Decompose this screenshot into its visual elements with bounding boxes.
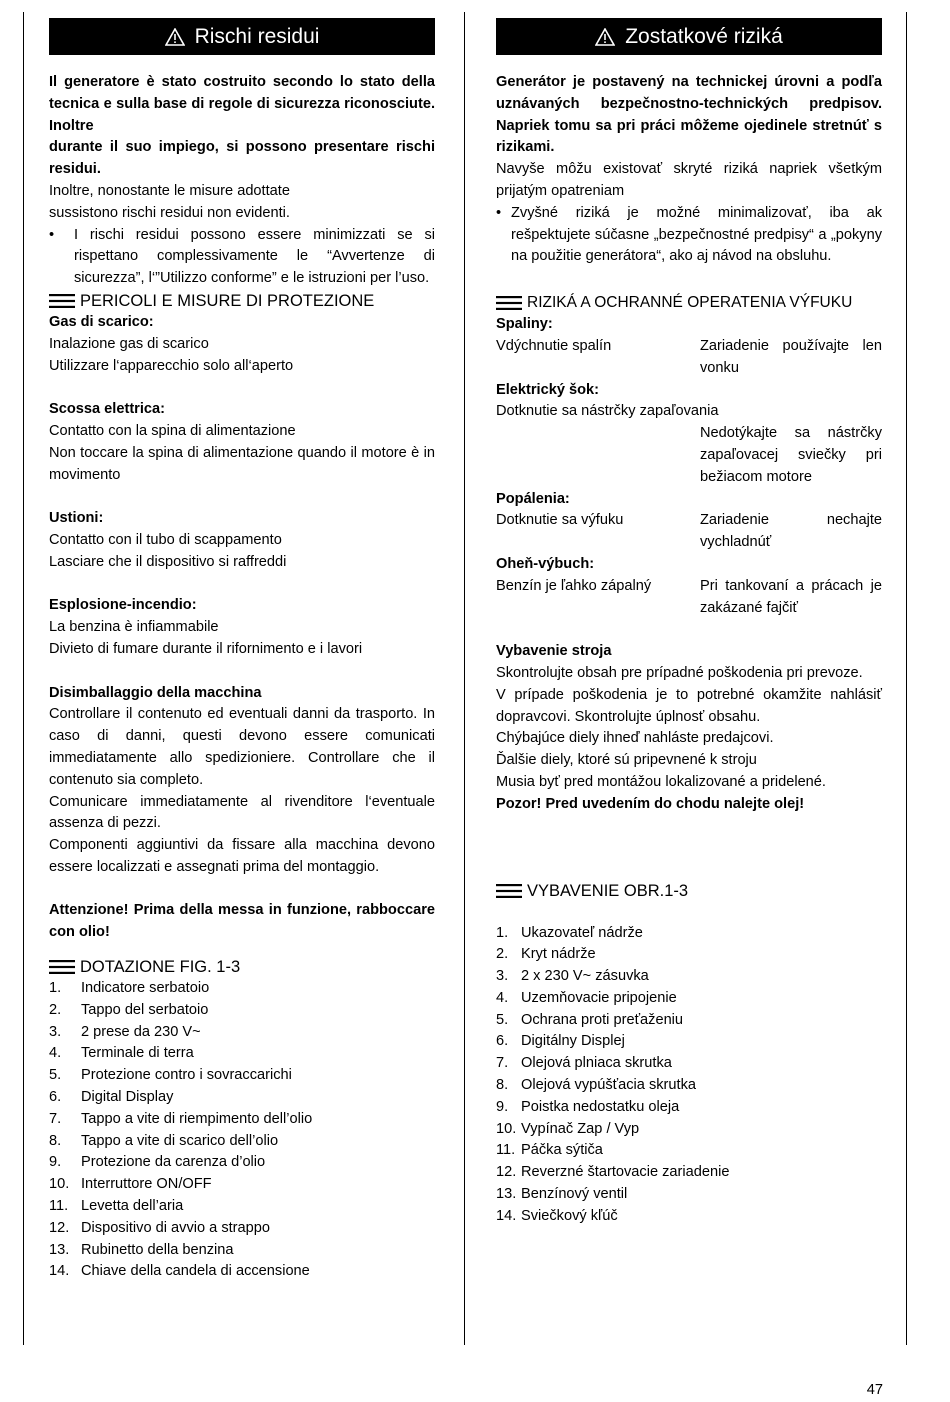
list-item — [49, 1174, 435, 1196]
left-fire-1: La benzina è infiammabile — [49, 619, 219, 636]
left-intro-p2: sussistono rischi residui non evidenti. — [49, 204, 290, 221]
menu-lines-icon — [496, 296, 522, 310]
list-item — [496, 1075, 882, 1097]
left-equipment-list — [49, 978, 435, 1283]
list-item-number: 7. — [496, 1055, 509, 1072]
left-shock-2: Non toccare la spina di alimentazione quando il motore è in movimento — [49, 444, 435, 483]
list-item — [496, 988, 882, 1010]
right-gas-heading: Spaliny: — [496, 316, 553, 333]
list-item — [49, 1131, 435, 1153]
list-item-number: 8. — [49, 1132, 62, 1149]
list-item-text: Digitálny Displej — [521, 1033, 625, 1050]
list-item-text: Chiave della candela di accensione — [81, 1263, 310, 1280]
right-gas-row — [496, 336, 882, 380]
list-item-text: Terminale di terra — [81, 1045, 194, 1062]
list-item-number: 6. — [49, 1089, 62, 1106]
list-item-text: Dispositivo di avvio a strappo — [81, 1219, 270, 1236]
bullet-symbol: • — [496, 204, 502, 221]
left-unpack-1: Controllare il contenuto ed eventuali danni da trasporto. In caso di danni, questi devono essere comunicati immediatamente allo spedizioniere. Controllare che il contenuto sia completo. — [49, 706, 435, 788]
right-unpack-2: V prípade poškodenia je to potrebné okamžite nahlásiť dopravcovi. Skontrolujte úplnosť obsahu. — [496, 686, 882, 725]
menu-lines-icon — [49, 294, 75, 308]
right-unpack-1: Skontrolujte obsah pre prípadné poškodenia pri prevoze. — [496, 664, 863, 681]
left-gas-2: Utilizzare l‘apparecchio solo all‘aperto — [49, 357, 294, 374]
left-burn-1: Contatto con il tubo di scappamento — [49, 531, 282, 548]
right-equipment-heading-text: VYBAVENIE OBR.1-3 — [527, 881, 689, 900]
list-item — [496, 1053, 882, 1075]
right-fire-row — [496, 576, 882, 620]
menu-lines-icon — [496, 884, 522, 898]
left-equipment-heading-text: DOTAZIONE FIG. 1-3 — [80, 958, 241, 977]
list-item — [49, 1000, 435, 1022]
list-item — [496, 1119, 882, 1141]
left-title: Rischi residui — [194, 24, 320, 48]
list-item-text: Kryt nádrže — [521, 946, 596, 963]
left-burn-heading: Ustioni: — [49, 510, 104, 527]
list-item-text: Ukazovateľ nádrže — [521, 924, 643, 941]
list-item — [496, 1031, 882, 1053]
list-item-number: 1. — [496, 924, 509, 941]
list-item-number: 4. — [496, 989, 509, 1006]
right-fire-heading: Oheň-výbuch: — [496, 555, 595, 572]
list-item-text: Tappo a vite di scarico dell’olio — [81, 1132, 279, 1149]
left-unpack-3: Componenti aggiuntivi da fissare alla macchina devono essere localizzati e assegnati prima del montaggio. — [49, 837, 435, 875]
list-item — [496, 1184, 882, 1206]
page-number: 47 — [866, 1382, 883, 1398]
list-item-number: 4. — [49, 1045, 62, 1062]
right-shock-heading: Elektrický šok: — [496, 381, 600, 398]
list-item-text: Ochrana proti preťaženiu — [521, 1011, 684, 1028]
right-equipment-heading — [496, 880, 882, 902]
list-item-number: 11. — [496, 1142, 516, 1159]
list-item-number: 3. — [496, 968, 509, 985]
list-item — [49, 1240, 435, 1262]
list-item-number: 13. — [49, 1241, 70, 1258]
right-unpack-heading: Vybavenie stroja — [496, 643, 612, 660]
list-item-number: 9. — [496, 1098, 509, 1115]
right-attention: Pozor! Pred uvedením do chodu nalejte olej! — [496, 795, 805, 812]
list-item-number: 12. — [496, 1164, 517, 1181]
list-item-text: Reverzné štartovacie zariadenie — [521, 1164, 730, 1181]
right-unpack-3: Chýbajúce diely ihneď nahláste predajcovi. — [496, 730, 774, 747]
list-item-number: 14. — [496, 1207, 517, 1224]
list-item — [49, 1218, 435, 1240]
list-item — [496, 1097, 882, 1119]
list-item-number: 3. — [49, 1023, 62, 1040]
list-item — [496, 1206, 882, 1228]
right-bullet-text: Zvyšné riziká je možné minimalizovať, iba ak rešpektujete súčasne „bezpečnostné predpisy“ a „pokyny na použitie generátora“, ako aj návod na obsluhu. — [511, 204, 882, 265]
right-burn-hazard: Dotknutie sa výfuku — [496, 512, 624, 529]
list-item-text: Interruttore ON/OFF — [81, 1176, 212, 1193]
list-item-text: Olejová plniaca skrutka — [521, 1055, 672, 1072]
list-item — [49, 978, 435, 1000]
list-item-number: 10. — [49, 1176, 70, 1193]
left-gas-heading: Gas di scarico: — [49, 313, 154, 330]
list-item-number: 1. — [49, 980, 62, 997]
right-column — [496, 18, 882, 1228]
list-item-text: Uzemňovacie pripojenie — [521, 989, 677, 1006]
left-intro-bold: Il generatore è stato costruito secondo lo stato della tecnica e sulla base di regole di sicurezza riconosciute. Inoltre — [49, 74, 435, 134]
list-item-number: 10. — [496, 1120, 517, 1137]
right-fire-hazard: Benzín je ľahko zápalný — [496, 577, 652, 594]
left-column — [49, 18, 435, 1283]
right-unpack-5: Musia byť pred montážou lokalizované a pridelené. — [496, 773, 826, 790]
center-divider-line — [464, 12, 465, 1345]
right-fire-measure: Pri tankovaní a prácach je zakázané fajčiť — [700, 577, 882, 616]
list-item-text: Benzínový ventil — [521, 1186, 628, 1203]
list-item-text: Sviečkový kľúč — [521, 1207, 618, 1224]
list-item — [49, 1065, 435, 1087]
list-item — [49, 1261, 435, 1283]
list-item — [49, 1109, 435, 1131]
menu-lines-icon — [49, 960, 75, 974]
list-item-text: Indicatore serbatoio — [81, 980, 210, 997]
list-item-text: Tappo del serbatoio — [81, 1001, 209, 1018]
left-shock-heading: Scossa elettrica: — [49, 401, 166, 418]
list-item-number: 2. — [496, 946, 509, 963]
warning-triangle-icon — [165, 28, 185, 46]
list-item-number: 9. — [49, 1154, 62, 1171]
list-item — [496, 944, 882, 966]
list-item — [49, 1087, 435, 1109]
right-unpack-4: Ďalšie diely, ktoré sú pripevnené k stroju — [496, 752, 757, 769]
warning-triangle-icon — [595, 28, 615, 46]
left-intro-bold-2: durante il suo impiego, si possono presentare rischi residui. — [49, 139, 435, 178]
left-hazards-heading — [49, 290, 435, 312]
list-item — [49, 1022, 435, 1044]
right-bullet — [496, 203, 882, 268]
left-border-line — [23, 12, 24, 1345]
bullet-symbol: • — [49, 226, 55, 243]
list-item — [49, 1043, 435, 1065]
list-item-number: 5. — [49, 1067, 62, 1084]
right-equipment-list — [496, 923, 882, 1228]
list-item-text: 2 prese da 230 V~ — [81, 1023, 201, 1040]
left-burn-2: Lasciare che il dispositivo si raffreddi — [49, 553, 287, 570]
left-gas-1: Inalazione gas di scarico — [49, 335, 209, 352]
list-item-number: 13. — [496, 1186, 517, 1203]
list-item-text: Protezione contro i sovraccarichi — [81, 1067, 292, 1084]
list-item-number: 7. — [49, 1110, 62, 1127]
left-bullet — [49, 225, 435, 290]
right-hazards-heading-text: RIZIKÁ A OCHRANNÉ OPERATENIA VÝFUKU — [527, 294, 853, 312]
list-item-text: Poistka nedostatku oleja — [521, 1098, 680, 1115]
list-item-number: 8. — [496, 1077, 509, 1094]
list-item — [49, 1152, 435, 1174]
right-burn-heading: Popálenia: — [496, 490, 570, 507]
right-title: Zostatkové riziká — [625, 24, 783, 48]
left-shock-1: Contatto con la spina di alimentazione — [49, 422, 296, 439]
list-item-number: 11. — [49, 1198, 69, 1215]
right-shock-row — [496, 423, 882, 488]
right-intro-bold: Generátor je postavený na technickej úrovni a podľa uznávaných bezpečnostno-technických predpisov. Napriek tomu sa pri práci môžeme ojedinele stretnúť s rizikami. — [496, 74, 882, 156]
list-item-number: 5. — [496, 1011, 509, 1028]
left-title-bar — [49, 18, 435, 55]
list-item-text: Olejová vypúšťacia skrutka — [521, 1077, 696, 1094]
right-title-bar — [496, 18, 882, 55]
list-item-number: 2. — [49, 1001, 62, 1018]
list-item-text: Páčka sýtiča — [521, 1142, 603, 1159]
list-item-text: Digital Display — [81, 1089, 174, 1106]
right-gas-hazard: Vdýchnutie spalín — [496, 337, 612, 354]
list-item — [496, 1162, 882, 1184]
list-item-text: Vypínač Zap / Vyp — [521, 1120, 640, 1137]
list-item-number: 6. — [496, 1033, 509, 1050]
list-item-text: Levetta dell’aria — [81, 1198, 184, 1215]
left-unpack-2: Comunicare immediatamente al rivenditore l‘eventuale assenza di pezzi. — [49, 793, 435, 832]
list-item — [496, 966, 882, 988]
right-border-line — [906, 12, 907, 1345]
list-item — [49, 1196, 435, 1218]
left-fire-heading: Esplosione-incendio: — [49, 597, 197, 614]
list-item — [496, 923, 882, 945]
right-burn-row — [496, 510, 882, 554]
left-fire-2: Divieto di fumare durante il rifornimento e i lavori — [49, 640, 363, 657]
right-shock-hazard: Dotknutie sa nástrčky zapaľovania — [496, 403, 719, 420]
right-shock-measure: Nedotýkajte sa nástrčky zapaľovacej sviečky pri bežiacom motore — [700, 425, 882, 485]
left-attention: Attenzione! Prima della messa in funzione, rabboccare con olio! — [49, 902, 435, 941]
right-intro-p: Navyše môžu existovať skryté riziká napriek všetkým prijatým opatreniam — [496, 161, 882, 199]
list-item-text: Tappo a vite di riempimento dell’olio — [81, 1110, 313, 1127]
list-item-text: Rubinetto della benzina — [81, 1241, 234, 1258]
left-hazards-heading-text: PERICOLI E MISURE DI PROTEZIONE — [80, 291, 375, 310]
right-gas-measure: Zariadenie používajte len vonku — [700, 337, 882, 376]
list-item-text: Protezione da carenza d’olio — [81, 1154, 266, 1171]
left-intro-p1: Inoltre, nonostante le misure adottate — [49, 182, 290, 199]
list-item-text: 2 x 230 V~ zásuvka — [521, 968, 649, 985]
list-item — [496, 1140, 882, 1162]
left-unpack-heading: Disimballaggio della macchina — [49, 684, 262, 701]
left-bullet-text: I rischi residui possono essere minimizzati se si rispettano complessivamente le “Avvertenze di sicurezza”, l‘”Utilizzo conforme” e le istruzioni per l’uso. — [74, 226, 435, 287]
right-burn-measure: Zariadenie nechajte vychladnúť — [700, 512, 882, 551]
list-item-number: 14. — [49, 1263, 70, 1280]
list-item-number: 12. — [49, 1219, 70, 1236]
left-equipment-heading — [49, 956, 435, 978]
list-item — [496, 1010, 882, 1032]
right-hazards-heading — [496, 292, 882, 314]
